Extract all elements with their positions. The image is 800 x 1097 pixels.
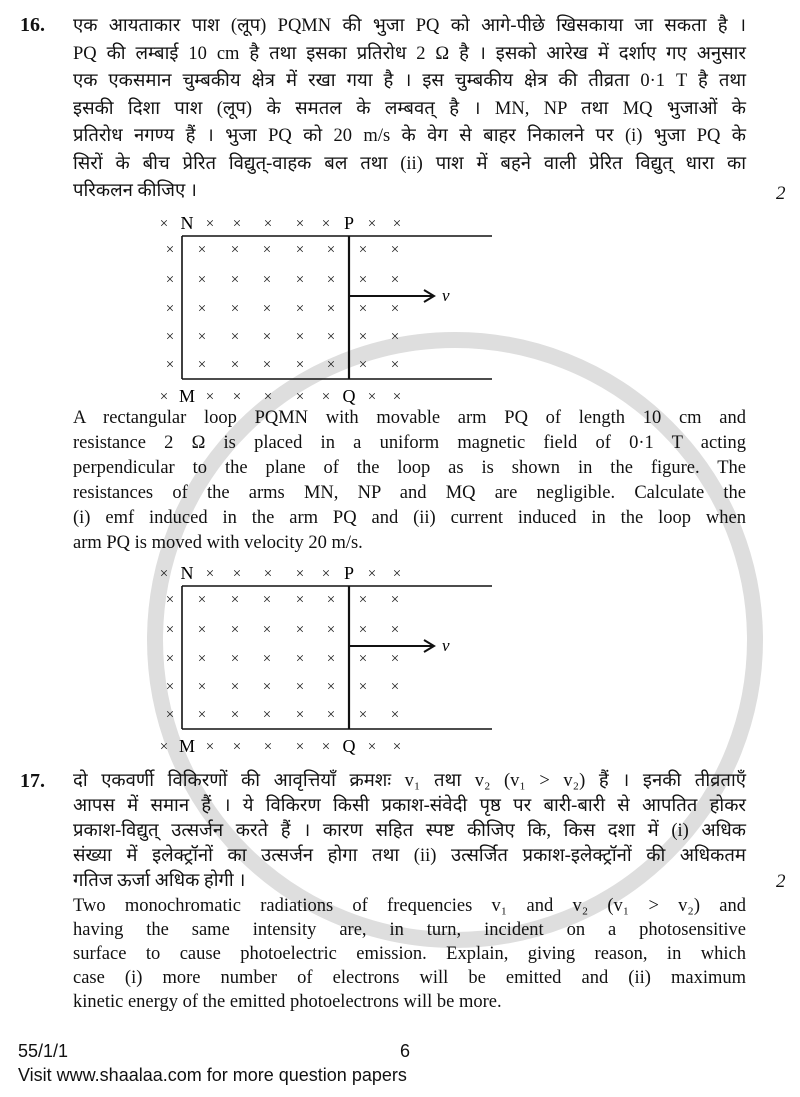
field-cross-icon: × [295, 706, 305, 723]
field-cross-icon: × [358, 678, 368, 695]
field-cross-icon: × [232, 738, 242, 755]
field-cross-icon: × [197, 241, 207, 258]
hindi-text: प्रतिरोध नगण्य हैं । भुजा PQ को 20 m/s के वेग से बाहर निकालने पर (i) भुजा PQ के [73, 126, 746, 146]
field-cross-icon: × [165, 591, 175, 608]
hindi-text-line [73, 844, 746, 869]
field-cross-icon: × [390, 591, 400, 608]
field-cross-icon: × [263, 738, 273, 755]
field-cross-icon: × [159, 738, 169, 755]
field-cross-icon: × [165, 300, 175, 317]
field-cross-icon: × [326, 300, 336, 317]
vertex-label-p: P [343, 212, 355, 233]
field-cross-icon: × [165, 356, 175, 373]
field-cross-icon: × [358, 356, 368, 373]
hindi-text: इसकी दिशा पाश (लूप) के समतल के लम्बवत् है । MN, NP तथा MQ भुजाओं के [73, 98, 746, 119]
page-number: 6 [400, 1040, 411, 1061]
field-cross-icon: × [262, 356, 272, 373]
hindi-text-line [73, 123, 746, 151]
field-cross-icon: × [367, 565, 377, 582]
field-cross-icon: × [326, 271, 336, 288]
question-number: 16. [20, 14, 45, 36]
field-cross-icon: × [358, 591, 368, 608]
hindi-text: आपस में समान हैं । ये विकिरण किसी प्रकाश-संवेदी पृष्ठ पर बारी-बारी से आपतित होकर [73, 795, 746, 816]
hindi-text-line [73, 68, 746, 96]
hindi-text-line [73, 794, 746, 819]
field-cross-icon: × [232, 388, 242, 405]
marks: 2 [776, 870, 786, 892]
question-number: 17. [20, 769, 45, 792]
english-text-line: resistance 2 Ω is placed in a uniform magnetic field of 0·1 T acting [73, 432, 746, 453]
hindi-text: गतिज ऊर्जा अधिक होगी । [73, 870, 246, 891]
field-cross-icon: × [321, 215, 331, 232]
field-cross-icon: × [358, 271, 368, 288]
field-cross-icon: × [262, 706, 272, 723]
field-cross-icon: × [230, 621, 240, 638]
field-cross-icon: × [230, 300, 240, 317]
field-cross-icon: × [230, 591, 240, 608]
field-cross-icon: × [159, 388, 169, 405]
hindi-text-line [73, 13, 746, 41]
vertex-label-p: P [343, 562, 355, 583]
english-text-line: (i) emf induced in the arm PQ and (ii) current induced in the loop when [73, 507, 746, 528]
hindi-text: प्रकाश-विद्युत् उत्सर्जन करते हैं । कारण सहित स्पष्ट कीजिए कि, किस दशा में (i) अधिक [73, 820, 746, 841]
english-text-line: kinetic energy of the emitted photoelectrons will be more. [73, 991, 502, 1012]
field-cross-icon: × [295, 356, 305, 373]
field-cross-icon: × [326, 328, 336, 345]
field-cross-icon: × [262, 678, 272, 695]
velocity-label: v [442, 285, 450, 305]
footer-row [0, 1039, 800, 1063]
field-cross-icon: × [326, 706, 336, 723]
field-cross-icon: × [326, 591, 336, 608]
field-cross-icon: × [390, 241, 400, 258]
hindi-text: संख्या में इलेक्ट्रॉनों का उत्सर्जन होगा तथा (ii) उत्सर्जित प्रकाश-इलेक्ट्रॉनों की अधिकतम [73, 845, 746, 866]
field-cross-icon: × [230, 328, 240, 345]
field-cross-icon: × [321, 565, 331, 582]
field-cross-icon: × [295, 388, 305, 405]
velocity-label: v [442, 635, 450, 655]
field-cross-icon: × [326, 356, 336, 373]
field-cross-icon: × [390, 356, 400, 373]
hindi-text-line [73, 819, 746, 844]
field-cross-icon: × [230, 650, 240, 667]
field-cross-icon: × [358, 650, 368, 667]
field-cross-icon: × [390, 271, 400, 288]
field-cross-icon: × [262, 621, 272, 638]
vertex-label-m: M [178, 735, 196, 756]
field-cross-icon: × [197, 271, 207, 288]
field-cross-icon: × [205, 565, 215, 582]
question-1 [0, 13, 786, 756]
field-cross-icon: × [263, 215, 273, 232]
field-cross-icon: × [165, 271, 175, 288]
field-cross-icon: × [295, 650, 305, 667]
english-text-line: resistances of the arms MN, NP and MQ are negligible. Calculate the [73, 482, 746, 503]
english-text-line: A rectangular loop PQMN with movable arm PQ of length 10 cm and [73, 407, 746, 428]
field-cross-icon: × [392, 738, 402, 755]
field-cross-icon: × [197, 621, 207, 638]
hindi-text: एक आयताकार पाश (लूप) PQMN की भुजा PQ को आगे-पीछे खिसकाया जा सकता है । [73, 16, 746, 36]
field-cross-icon: × [165, 328, 175, 345]
english-text-line: Two monochromatic radiations of frequencies v₁ and v₂ (v₁ > v₂) and [73, 895, 746, 916]
field-cross-icon: × [358, 706, 368, 723]
hindi-text-line [73, 869, 786, 894]
field-cross-icon: × [295, 241, 305, 258]
hindi-text-line [73, 769, 746, 794]
field-cross-icon: × [263, 565, 273, 582]
field-cross-icon: × [390, 678, 400, 695]
field-cross-icon: × [392, 565, 402, 582]
vertex-label-n: N [180, 562, 194, 583]
vertex-label-m: M [178, 385, 196, 406]
field-cross-icon: × [262, 650, 272, 667]
paper-code: 55/1/1 [18, 1040, 69, 1061]
field-cross-icon: × [197, 678, 207, 695]
field-cross-icon: × [295, 738, 305, 755]
field-cross-icon: × [262, 241, 272, 258]
field-cross-icon: × [197, 706, 207, 723]
magnetic-field-figure [0, 206, 800, 406]
field-cross-icon: × [295, 215, 305, 232]
footer-row [0, 1063, 800, 1087]
field-cross-icon: × [392, 388, 402, 405]
hindi-text: दो एकवर्णी विकिरणों की आवृत्तियाँ क्रमशः v₁ तथा v₂ (v₁ > v₂) हैं । इनकी तीव्रताएँ [73, 770, 746, 791]
field-cross-icon: × [159, 565, 169, 582]
field-cross-icon: × [295, 591, 305, 608]
field-cross-icon: × [262, 328, 272, 345]
field-cross-icon: × [390, 650, 400, 667]
hindi-text-line [73, 151, 746, 179]
hindi-text: एक एकसमान चुम्बकीय क्षेत्र में रखा गया है । इस चुम्बकीय क्षेत्र की तीव्रता 0·1 T है तथा [73, 71, 746, 91]
field-cross-icon: × [262, 300, 272, 317]
field-cross-icon: × [232, 215, 242, 232]
field-cross-icon: × [367, 738, 377, 755]
field-cross-icon: × [295, 271, 305, 288]
field-cross-icon: × [159, 215, 169, 232]
field-cross-icon: × [197, 300, 207, 317]
field-cross-icon: × [358, 300, 368, 317]
visit-link[interactable]: Visit www.shaalaa.com for more question papers [18, 1064, 407, 1085]
field-cross-icon: × [230, 271, 240, 288]
field-cross-icon: × [390, 300, 400, 317]
field-cross-icon: × [232, 565, 242, 582]
english-text-line: having the same intensity are, in turn, incident on a photosensitive [73, 919, 746, 940]
field-cross-icon: × [390, 328, 400, 345]
field-cross-icon: × [321, 738, 331, 755]
field-cross-icon: × [197, 356, 207, 373]
field-cross-icon: × [262, 591, 272, 608]
field-cross-icon: × [165, 241, 175, 258]
field-cross-icon: × [197, 591, 207, 608]
field-cross-icon: × [358, 621, 368, 638]
field-cross-icon: × [390, 621, 400, 638]
field-cross-icon: × [165, 678, 175, 695]
hindi-text: PQ की लम्बाई 10 cm है तथा इसका प्रतिरोध 2 Ω है । इसको आरेख में दर्शाए गए अनुसार [73, 43, 746, 64]
english-text-line: arm PQ is moved with velocity 20 m/s. [73, 532, 363, 553]
field-cross-icon: × [205, 738, 215, 755]
field-cross-icon: × [205, 215, 215, 232]
field-cross-icon: × [295, 565, 305, 582]
hindi-text: परिकलन कीजिए । [73, 181, 197, 201]
vertex-label-q: Q [342, 735, 356, 756]
vertex-label-n: N [180, 212, 194, 233]
vertex-label-q: Q [342, 385, 356, 406]
field-cross-icon: × [326, 621, 336, 638]
field-cross-icon: × [230, 241, 240, 258]
field-cross-icon: × [358, 328, 368, 345]
field-cross-icon: × [165, 650, 175, 667]
field-cross-icon: × [326, 678, 336, 695]
field-cross-icon: × [197, 328, 207, 345]
field-cross-icon: × [295, 328, 305, 345]
hindi-text-line [73, 178, 786, 206]
field-cross-icon: × [230, 678, 240, 695]
hindi-text-line [73, 96, 746, 124]
field-cross-icon: × [262, 271, 272, 288]
field-cross-icon: × [326, 241, 336, 258]
field-cross-icon: × [367, 215, 377, 232]
magnetic-field-figure [0, 556, 800, 756]
field-cross-icon: × [165, 621, 175, 638]
field-cross-icon: × [197, 650, 207, 667]
hindi-text: सिरों के बीच प्रेरित विद्युत्-वाहक बल तथा (ii) पाश में बहने वाली प्रेरित विद्युत् धारा का [73, 153, 746, 174]
field-cross-icon: × [295, 300, 305, 317]
field-cross-icon: × [230, 706, 240, 723]
field-cross-icon: × [263, 388, 273, 405]
field-cross-icon: × [230, 356, 240, 373]
english-text-line: surface to cause photoelectric emission. Explain, giving reason, in which [73, 943, 746, 964]
field-cross-icon: × [205, 388, 215, 405]
english-text-line: perpendicular to the plane of the loop as is shown in the figure. The [73, 457, 746, 478]
field-cross-icon: × [367, 388, 377, 405]
question-2 [0, 769, 786, 1014]
english-text-line: case (i) more number of electrons will be emitted and (ii) maximum [73, 967, 746, 988]
field-cross-icon: × [295, 678, 305, 695]
field-cross-icon: × [321, 388, 331, 405]
field-cross-icon: × [326, 650, 336, 667]
field-cross-icon: × [392, 215, 402, 232]
field-cross-icon: × [295, 621, 305, 638]
hindi-text-line [73, 41, 746, 69]
field-cross-icon: × [390, 706, 400, 723]
field-cross-icon: × [165, 706, 175, 723]
field-cross-icon: × [358, 241, 368, 258]
marks: 2 [776, 182, 786, 204]
